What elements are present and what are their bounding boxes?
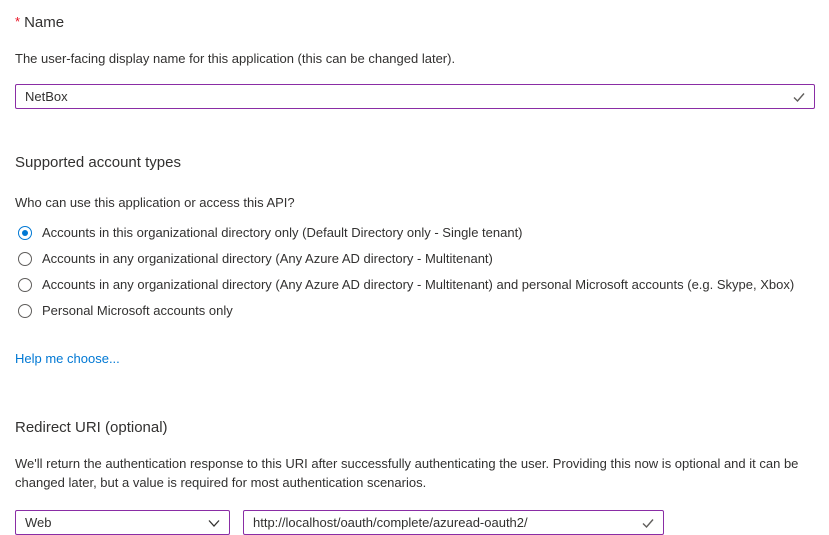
name-input[interactable] [15, 84, 815, 109]
name-input-container [15, 84, 815, 109]
checkmark-icon [791, 89, 807, 105]
redirect-uri-description: We'll return the authentication response to this URI after successfully authenticating the user. Providing this now is optional and it can be changed later, but a value is required for most authentication scenarios. [15, 456, 799, 490]
account-types-title: Supported account types [15, 154, 181, 171]
radio-unselected-icon [18, 252, 32, 266]
redirect-uri-title: Redirect URI (optional) [15, 419, 168, 436]
required-asterisk: * [15, 14, 21, 29]
chevron-down-icon [207, 516, 221, 530]
account-types-radio-group [15, 220, 815, 324]
radio-option-personal-only[interactable] [15, 298, 815, 324]
platform-select-value: Web [25, 515, 52, 530]
radio-option-multitenant-personal[interactable] [15, 272, 815, 298]
name-title-text: Name [24, 14, 65, 31]
redirect-uri-input[interactable] [243, 510, 664, 535]
redirect-uri-row [15, 510, 815, 535]
help-me-choose-link[interactable]: Help me choose... [15, 351, 120, 366]
radio-selected-icon [18, 226, 32, 240]
radio-option-label: Personal Microsoft accounts only [42, 303, 233, 318]
radio-option-label: Accounts in any organizational directory (Any Azure AD directory - Multitenant) and personal Microsoft accounts (e.g. Skype, Xbox) [42, 277, 795, 292]
radio-unselected-icon [18, 304, 32, 318]
radio-option-single-tenant[interactable] [15, 220, 815, 246]
account-types-question: Who can use this application or access this API? [15, 195, 295, 210]
radio-option-label: Accounts in this organizational directory only (Default Directory only - Single tenant) [42, 225, 523, 240]
name-description: The user-facing display name for this application (this can be changed later). [15, 51, 456, 66]
checkmark-icon [640, 515, 656, 531]
radio-option-label: Accounts in any organizational directory (Any Azure AD directory - Multitenant) [42, 251, 493, 266]
radio-unselected-icon [18, 278, 32, 292]
name-section-title [15, 12, 815, 33]
redirect-uri-input-container [243, 510, 664, 535]
platform-select-dropdown[interactable] [15, 510, 230, 535]
radio-option-multitenant[interactable] [15, 246, 815, 272]
